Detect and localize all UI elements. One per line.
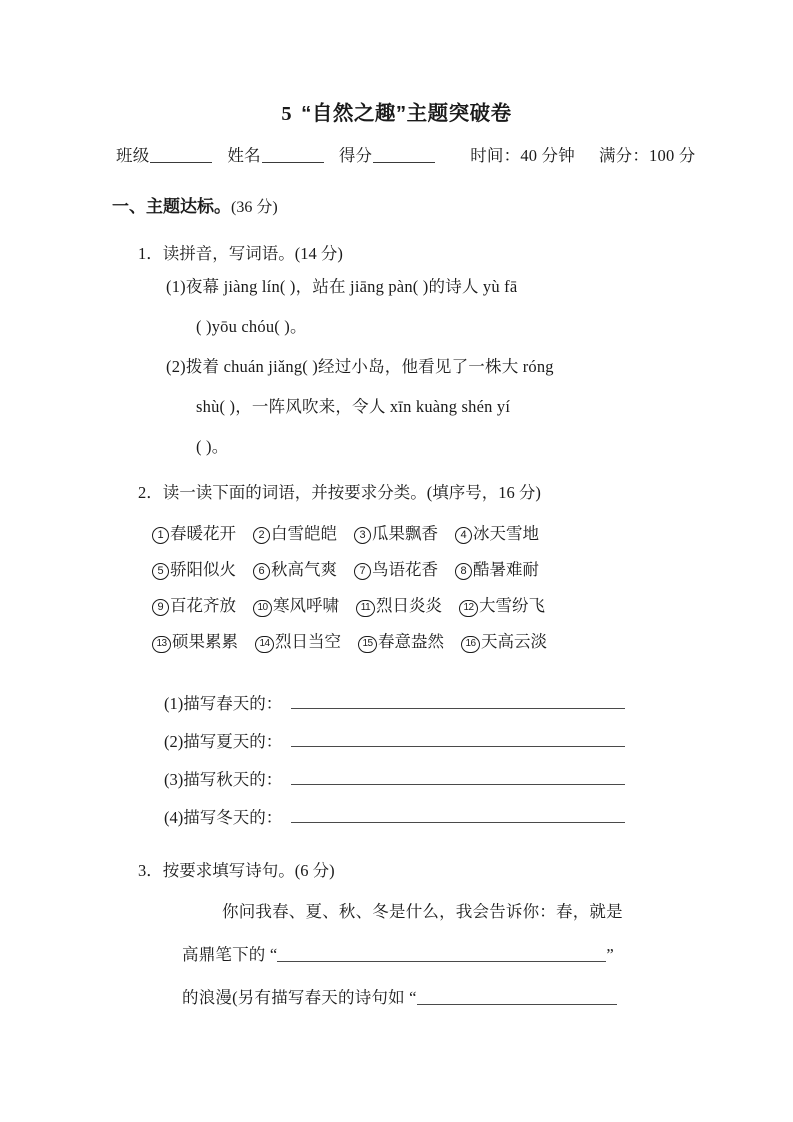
- question-3-line-2-prefix: 高鼎笔下的 “: [182, 945, 278, 964]
- classify-label-spring: (1)描写春天的：: [164, 694, 283, 713]
- question-1-line-5: ( )。: [196, 437, 229, 456]
- idiom-text: 大雪纷飞: [479, 596, 545, 615]
- section-points: (36 分): [231, 199, 278, 216]
- circled-number-icon: 15: [358, 636, 377, 653]
- circled-number-icon: 4: [455, 527, 472, 544]
- classify-row-summer: [164, 728, 625, 752]
- circled-number-icon: 9: [152, 599, 169, 616]
- circled-number-icon: 2: [253, 527, 270, 544]
- idiom-text: 天高云淡: [481, 632, 547, 651]
- question-3-line-3-prefix: 的浪漫(另有描写春天的诗句如 “: [182, 988, 417, 1007]
- idiom-item: [253, 520, 337, 544]
- classify-row-autumn: [164, 766, 625, 790]
- circled-number-icon: 12: [459, 600, 478, 617]
- circled-number-icon: 13: [152, 636, 171, 653]
- idiom-item: [152, 628, 238, 653]
- question-3-number: 3．: [138, 861, 163, 880]
- idiom-row-3: [152, 592, 545, 617]
- circled-number-icon: 8: [455, 563, 472, 580]
- page-title-text: “自然之趣”主题突破卷: [301, 102, 512, 125]
- circled-number-icon: 14: [255, 636, 274, 653]
- classify-answer-autumn[interactable]: [291, 770, 625, 785]
- idiom-item: [255, 628, 341, 653]
- idiom-text: 冰天雪地: [473, 524, 539, 543]
- idiom-text: 鸟语花香: [372, 560, 438, 579]
- classify-answer-winter[interactable]: [291, 808, 625, 823]
- circled-number-icon: 3: [354, 527, 371, 544]
- idiom-text: 酷暑难耐: [473, 560, 539, 579]
- question-3-line-2-suffix: ”: [606, 945, 614, 964]
- question-1-line-4: shù( )，一阵风吹来，令人 xīn kuàng shén yí: [196, 397, 511, 416]
- name-blank[interactable]: [262, 147, 324, 163]
- question-2-points: (填序号，16 分): [426, 483, 541, 502]
- question-1-prompt: 读拼音，写词语。: [162, 244, 295, 263]
- idiom-text: 骄阳似火: [170, 560, 236, 579]
- idiom-item: [253, 592, 339, 617]
- circled-number-icon: 16: [461, 636, 480, 653]
- circled-number-icon: 7: [354, 563, 371, 580]
- question-1-points: (14 分): [294, 244, 343, 263]
- question-1-line-3: (2)拨着 chuán jiǎng( )经过小岛，他看见了一株大 róng: [166, 357, 554, 376]
- idiom-text: 白雪皑皑: [271, 524, 337, 543]
- student-info-row: [116, 142, 695, 166]
- classify-row-spring: [164, 690, 625, 714]
- classify-label-winter: (4)描写冬天的：: [164, 808, 283, 827]
- idiom-item: [152, 556, 236, 580]
- poem-blank-1[interactable]: [277, 947, 606, 962]
- question-1-line-1: (1)夜幕 jiàng lín( )，站在 jiāng pàn( )的诗人 yù fā: [166, 277, 518, 296]
- idiom-item: [358, 628, 444, 653]
- idiom-item: [354, 520, 438, 544]
- score-blank[interactable]: [373, 147, 435, 163]
- question-1-line-2: ( )yōu chóu( )。: [196, 317, 307, 336]
- idiom-text: 春意盎然: [378, 632, 444, 651]
- question-3-line-1: 你问我春、夏、秋、冬是什么，我会告诉你：春，就是: [222, 902, 623, 921]
- section-number: 一、: [112, 197, 146, 216]
- question-1-heading: [138, 240, 343, 264]
- idiom-text: 百花齐放: [170, 596, 236, 615]
- circled-number-icon: 10: [253, 600, 272, 617]
- section-title: 主题达标。: [146, 197, 231, 216]
- idiom-item: [455, 520, 539, 544]
- idiom-text: 烈日当空: [275, 632, 341, 651]
- idiom-row-1: [152, 520, 539, 544]
- idiom-text: 硕果累累: [172, 632, 238, 651]
- time-limit-label: 时间：40 分钟: [470, 146, 575, 165]
- question-2-prompt: 读一读下面的词语，并按要求分类。: [162, 483, 427, 502]
- page-title-number: 5: [281, 103, 293, 125]
- page-title: [0, 96, 793, 126]
- circled-number-icon: 1: [152, 527, 169, 544]
- classify-label-autumn: (3)描写秋天的：: [164, 770, 283, 789]
- question-3-line-3: [182, 984, 617, 1008]
- idiom-item: [253, 556, 337, 580]
- idiom-item: [356, 592, 442, 617]
- idiom-item: [152, 592, 236, 616]
- class-blank[interactable]: [150, 147, 212, 163]
- question-3-line-2: [182, 941, 614, 965]
- score-label: 得分: [338, 146, 373, 165]
- section-heading: [112, 192, 278, 217]
- question-3-points: (6 分): [294, 861, 335, 880]
- circled-number-icon: 6: [253, 563, 270, 580]
- question-1-number: 1．: [138, 244, 163, 263]
- classify-label-summer: (2)描写夏天的：: [164, 732, 283, 751]
- total-points-label: 满分：100 分: [598, 146, 696, 165]
- idiom-item: [354, 556, 438, 580]
- classify-row-winter: [164, 804, 625, 828]
- question-2-heading: [138, 479, 541, 503]
- classify-answer-spring[interactable]: [291, 694, 625, 709]
- idiom-item: [461, 628, 547, 653]
- idiom-text: 春暖花开: [170, 524, 236, 543]
- idiom-text: 秋高气爽: [271, 560, 337, 579]
- classify-answer-summer[interactable]: [291, 732, 625, 747]
- class-label: 班级: [116, 146, 150, 165]
- idiom-text: 烈日炎炎: [376, 596, 442, 615]
- idiom-text: 瓜果飘香: [372, 524, 438, 543]
- question-3-prompt: 按要求填写诗句。: [162, 861, 295, 880]
- idiom-item: [152, 520, 236, 544]
- name-label: 姓名: [227, 146, 261, 165]
- idiom-item: [459, 592, 545, 617]
- idiom-row-2: [152, 556, 539, 580]
- idiom-item: [455, 556, 539, 580]
- question-3-heading: [138, 857, 335, 881]
- idiom-text: 寒风呼啸: [273, 596, 339, 615]
- poem-blank-2[interactable]: [417, 990, 617, 1005]
- idiom-row-4: [152, 628, 547, 653]
- question-2-number: 2．: [138, 483, 163, 502]
- circled-number-icon: 11: [356, 600, 375, 617]
- circled-number-icon: 5: [152, 563, 169, 580]
